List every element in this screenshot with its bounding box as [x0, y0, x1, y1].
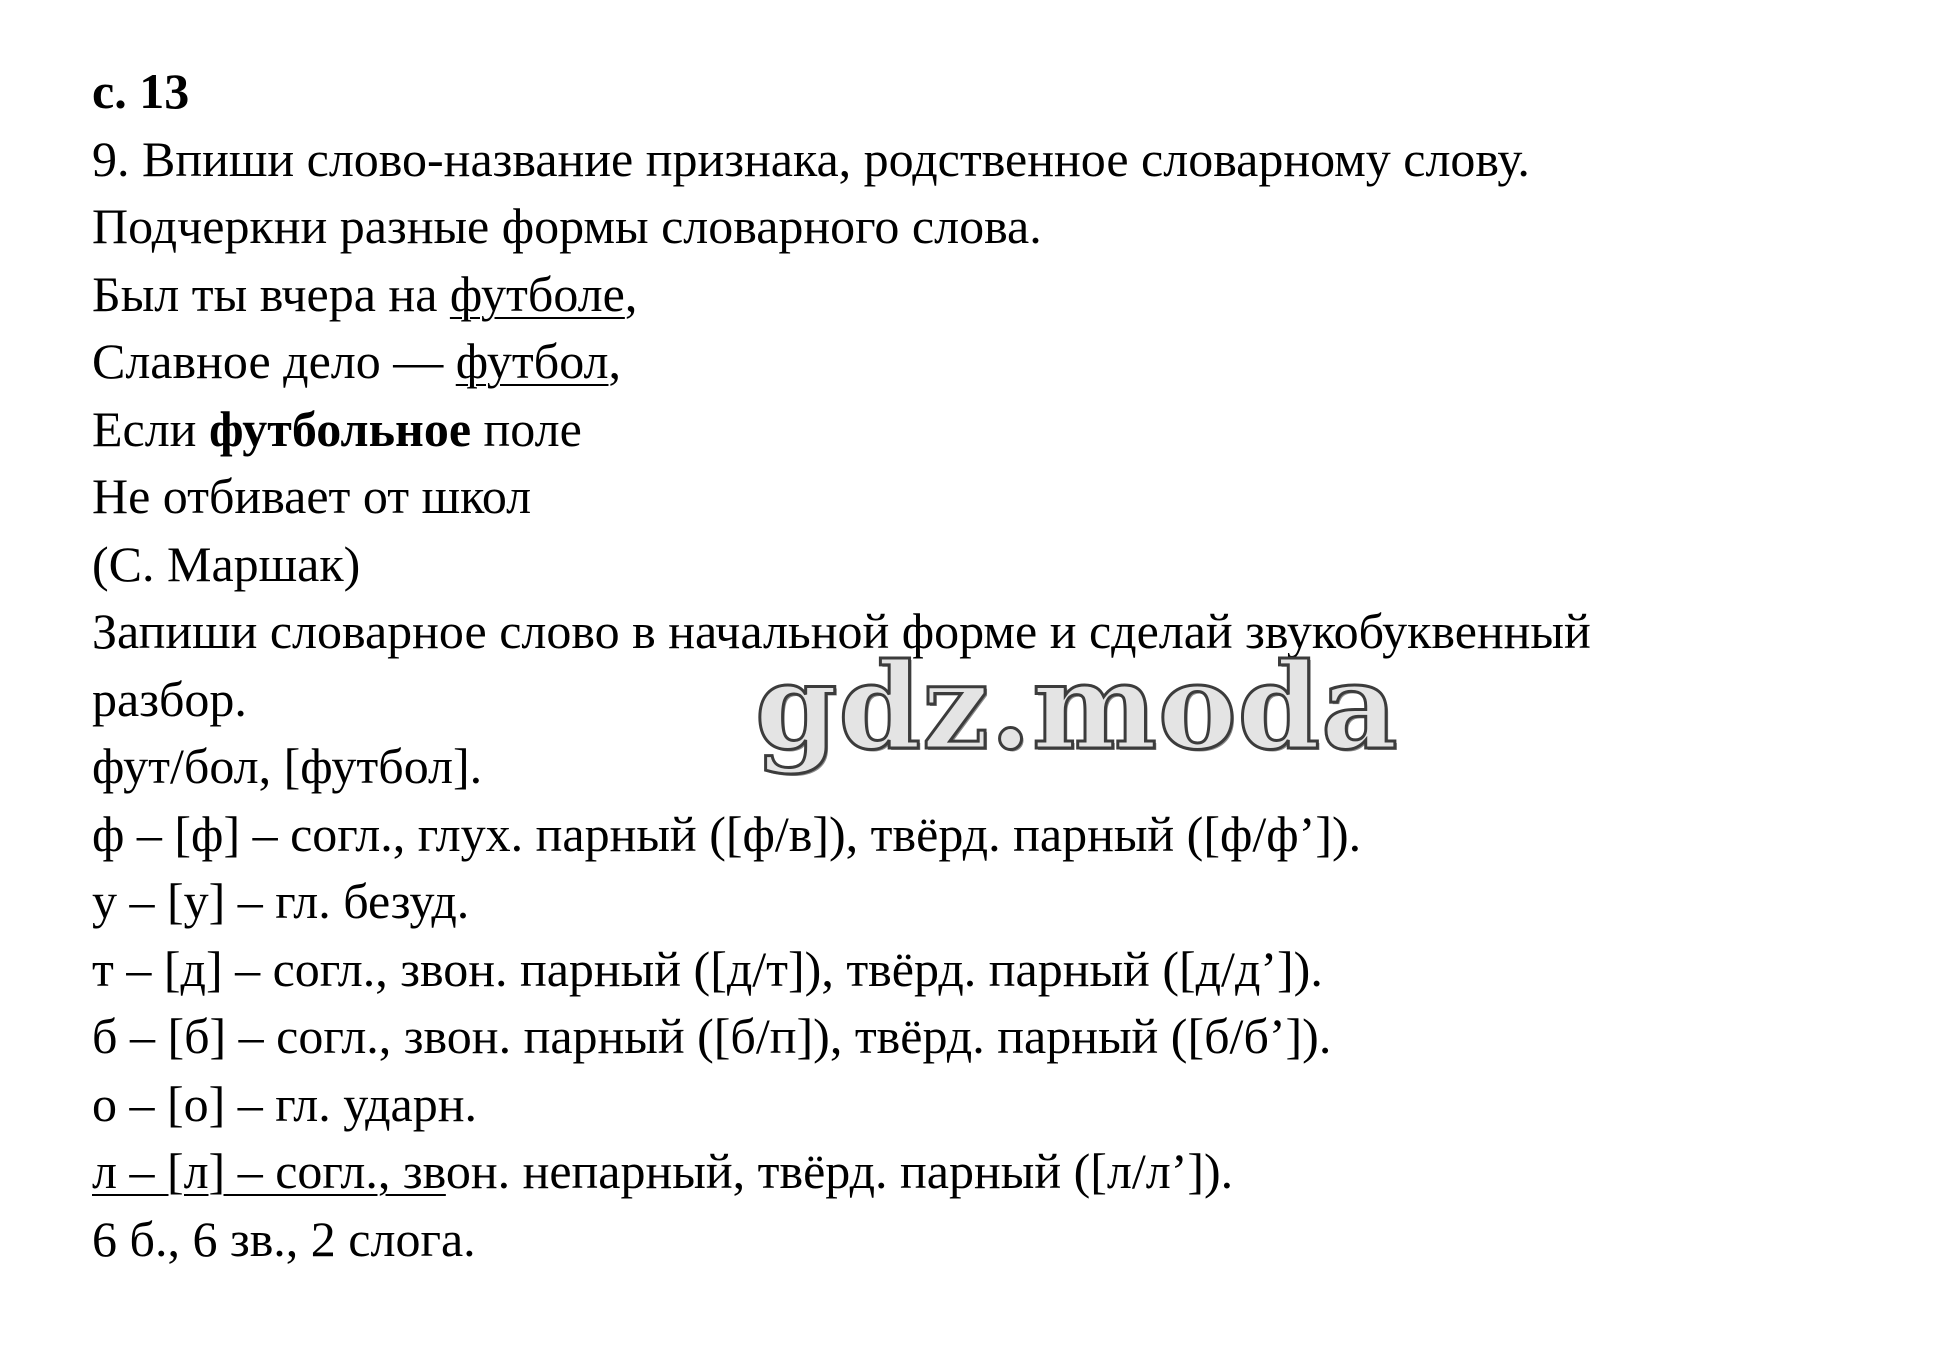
analysis-line-l	[92, 1138, 1912, 1206]
poem-line-2	[92, 328, 1912, 396]
underlined-word-futbole: футболе	[449, 265, 625, 322]
poem-line-3-end: поле	[471, 400, 582, 457]
analysis-line-f: ф – [ф] – согл., глух. парный ([ф/в]), твёрд. парный ([ф/ф’]).	[92, 805, 1362, 862]
analysis-line-o: о – [о] – гл. ударн.	[92, 1075, 477, 1132]
instruction-line-1: Запиши словарное слово в начальной форме и сделай звукобуквенный	[92, 603, 1591, 659]
analysis-line-b: б – [б] – согл., звон. парный ([б/п]), твёрд. парный ([б/б’]).	[92, 1008, 1332, 1064]
page-number: с. 13	[92, 63, 190, 119]
task-line-1: 9. Впиши слово-название признака, родственное словарному слову.	[92, 130, 1530, 187]
watermark-logo: gdz.moda	[755, 637, 1399, 776]
poem-line-3-start: Если	[92, 400, 209, 457]
document-page	[92, 58, 1912, 1273]
poem-line-2-start: Славное дело —	[92, 333, 456, 389]
poem-line-2-end: ,	[608, 333, 621, 389]
analysis-summary: 6 б., 6 зв., 2 слога.	[92, 1210, 476, 1267]
analysis-line-l-rest: он. непарный, твёрд. парный ([л/л’]).	[445, 1143, 1234, 1199]
poem-line-1-end: ,	[624, 265, 638, 322]
word-syllables: фут/бол, [футбол].	[92, 738, 483, 794]
task-line-2: Подчеркни разные формы словарного слова.	[92, 198, 1042, 254]
poem-line-1-start: Был ты вчера на	[92, 265, 450, 322]
bold-word-futbolnoe: футбольное	[208, 400, 472, 457]
poem-line-4: Не отбивает от школ	[92, 468, 532, 524]
poem-line-1	[92, 261, 1912, 329]
analysis-line-l-underlined: л – [л] – согл., зв	[92, 1143, 446, 1199]
underlined-word-futbol: футбол	[455, 333, 609, 389]
analysis-line-t: т – [д] – согл., звон. парный ([д/т]), твёрд. парный ([д/д’]).	[92, 940, 1323, 997]
analysis-line-u: у – [у] – гл. безуд.	[92, 873, 470, 929]
poem-author: (С. Маршак)	[92, 535, 361, 592]
instruction-line-2: разбор.	[92, 670, 247, 727]
poem-line-3	[92, 396, 1912, 464]
